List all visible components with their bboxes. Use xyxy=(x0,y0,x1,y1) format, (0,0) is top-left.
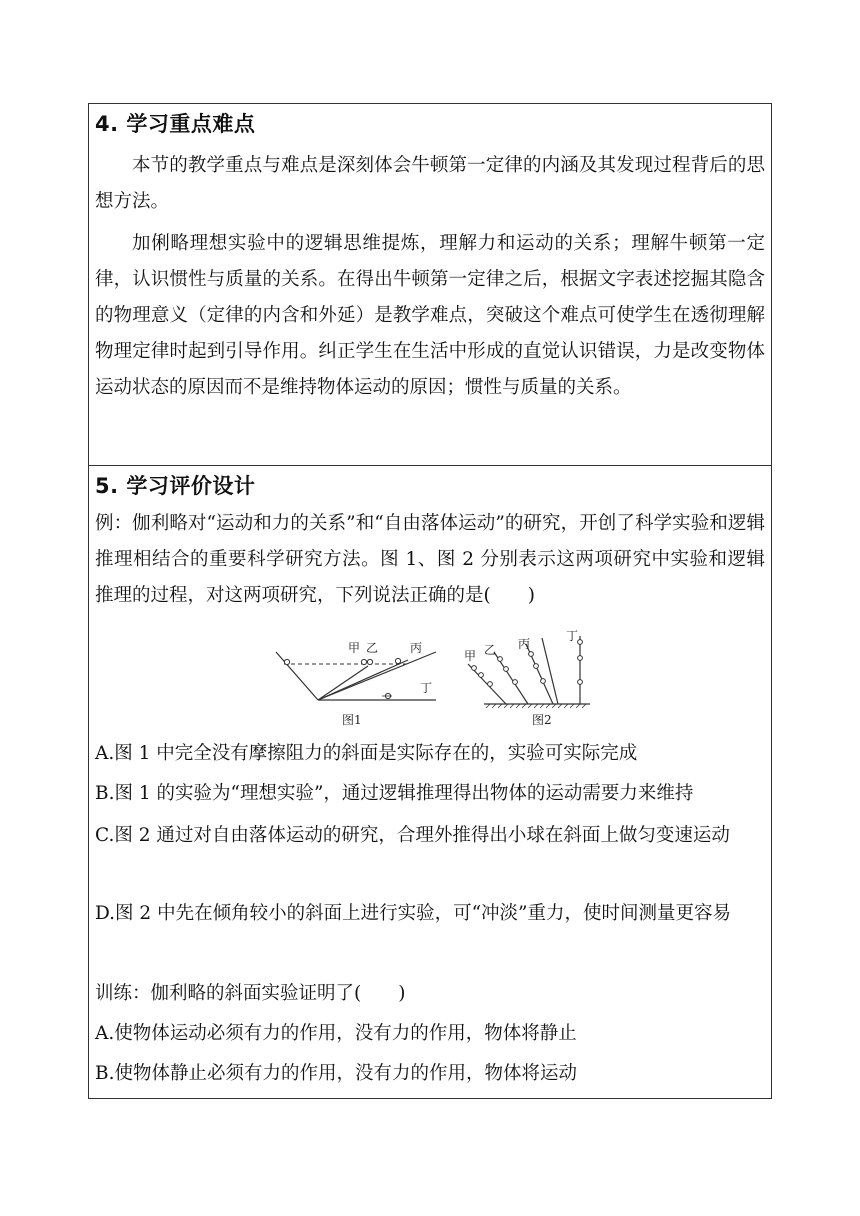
fig2-label-jia: 甲 xyxy=(464,649,477,663)
lesson-table xyxy=(88,103,772,1099)
fig2-caption: 图2 xyxy=(532,713,552,727)
training-option-b: B.使物体静止必须有力的作用，没有力的作用，物体将运动 xyxy=(95,1063,577,1084)
training-option-a: A.使物体运动必须有力的作用，没有力的作用，物体将静止 xyxy=(95,1023,577,1044)
fig1-caption: 图1 xyxy=(342,713,362,727)
galileo-experiment-figure xyxy=(268,622,708,837)
section-5-title: 5. 学习评价设计 xyxy=(95,474,256,498)
training-question: 训练：伽利略的斜面实验证明了( ) xyxy=(95,983,406,1004)
section-4-cell xyxy=(89,104,771,466)
fig1-label-bing: 丙 xyxy=(410,641,423,655)
fig2-label-ding: 丁 xyxy=(566,629,579,643)
fig2-label-bing: 丙 xyxy=(518,637,531,651)
fig2-label-yi: 乙 xyxy=(484,643,497,657)
fig1-label-yi: 乙 xyxy=(366,641,379,655)
section-4-paragraph-2: 加俐略理想实验中的逻辑思维提炼，理解力和运动的关系；理解牛顿第一定律，认识惯性与质量的关系。在得出牛顿第一定律之后，根据文字表述挖掘其隐含的物理意义（定律的内含和外延）是教学难点，突破这个难点可使学生在透彻理解物理定律时起到引导作用。纠正学生在生活中形成的直觉认识错误，力是改变物体运动状态的原因而不是维持物体运动的原因；惯性与质量的关系。 xyxy=(95,233,765,398)
section-4-paragraph-1: 本节的教学重点与难点是深刻体会牛顿第一定律的内涵及其发现过程背后的思想方法。 xyxy=(95,155,765,212)
figure-2 xyxy=(464,629,590,727)
option-b: B.图 1 的实验为“理想实验”，通过逻辑推理得出物体的运动需要力来维持 xyxy=(95,783,694,804)
section-4-title: 4. 学习重点难点 xyxy=(95,112,256,136)
example-question: 例：伽利略对“运动和力的关系”和“自由落体运动”的研究，开创了科学实验和逻辑推理相结合的重要科学研究方法。图 1、图 2 分别表示这两项研究中实验和逻辑推理的过程，对这两项研究，下列说法正确的是( ) xyxy=(95,513,765,606)
option-c: C.图 2 通过对自由落体运动的研究，合理外推得出小球在斜面上做匀变速运动 xyxy=(95,825,730,846)
option-a: A.图 1 中完全没有摩擦阻力的斜面是实际存在的，实验可实际完成 xyxy=(95,743,638,764)
figure-1 xyxy=(276,641,436,727)
option-d: D.图 2 中先在倾角较小的斜面上进行实验，可“冲淡”重力，使时间测量更容易 xyxy=(95,903,732,924)
fig1-label-ding: 丁 xyxy=(420,681,433,695)
fig1-label-jia: 甲 xyxy=(348,641,361,655)
